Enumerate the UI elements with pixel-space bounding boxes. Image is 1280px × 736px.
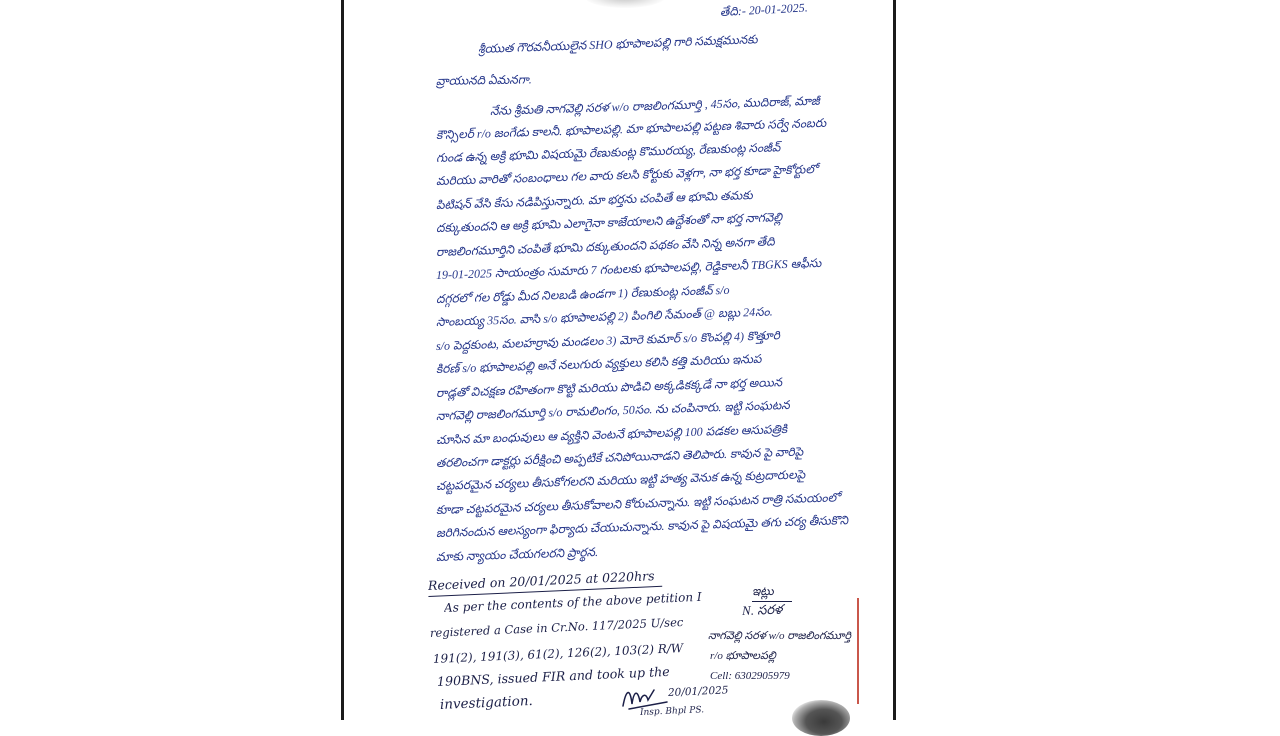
officer-signature-date: 20/01/2025: [667, 684, 729, 699]
body-line: రాడ్లతో విచక్షణ రహితంగా కొట్టి మరియు పొడిచి అక్కడికక్కడే నా భర్త అయిన: [435, 374, 783, 400]
salutation-line: వ్రాయునది ఏమనగా.: [435, 72, 532, 88]
body-line: కిరణ్ s/o భూపాలపల్లి అనే నలుగురు వ్యక్తులు కలిసి కత్తి మరియు ఇనుప: [435, 351, 762, 377]
body-line: చూసిన మా బంధువులు ఆ వ్యక్తిని వెంటనే భూపాలపల్లి 100 పడకల ఆసుపత్రికి: [435, 421, 788, 447]
endorsement-line: 191(2), 191(3), 61(2), 126(2), 103(2) R/W: [432, 641, 684, 666]
endorsement-line: investigation.: [439, 692, 534, 713]
body-line: దగ్గరలో గల రోడ్డు మీద నిలబడి ఉండగా 1) రేణుకుంట్ల సంజీవ్ s/o: [435, 282, 730, 306]
body-line: నాగవెల్లి రాజలింగమూర్తి s/o రామలింగం, 50సం. ను చంపినారు. ఇట్టి సంఘటన: [435, 397, 790, 423]
endorsement-line: As per the contents of the above petition I: [443, 589, 702, 615]
body-line: పిటిషన్ వేసి కేసు నడిపిస్తున్నారు. మా భర్తను చంపితే ఆ భూమి తమకు: [435, 187, 753, 212]
finger-shadow: [792, 700, 850, 736]
received-note: Received on 20/01/2025 at 0220hrs: [428, 566, 663, 597]
endorsement-line: registered a Case in Cr.No. 117/2025 U/sec: [429, 614, 684, 640]
body-line: మాకు న్యాయం చేయగలరని ప్రార్థన.: [435, 544, 599, 564]
complainant-residence: r/o భూపాలపల్లి: [710, 650, 776, 662]
officer-designation: Insp. Bhpl PS.: [639, 705, 705, 718]
body-line: మరియు వారితో సంబంధాలు గల వారు కలసి కోర్టుకు వెళ్లగా, నా భర్త కూడా హైకోర్టులో: [435, 162, 818, 189]
complainant-signature: N. సరళ: [741, 601, 783, 618]
endorsement-line: 190BNS, issued FIR and took up the: [436, 663, 671, 689]
body-line: తరలించగా డాక్టర్లు పరీక్షించి అప్పటికే చనిపోయినాడని తెలిపారు. కావున పై వారిపై: [435, 444, 804, 470]
body-line: కౌన్సిలర్ r/o జంగేడు కాలనీ. భూపాలపల్లి. మా భూపాలపల్లి పట్టణ శివారు సర్వే నంబరు: [435, 115, 827, 142]
margin-red-line: [857, 598, 859, 704]
body-line: సాంబయ్య 35సం. వాసి s/o భూపాలపల్లి 2) పింగిలి సేమంత్ @ బబ్లు 24సం.: [435, 304, 773, 330]
complainant-phone: Cell: 6302905979: [710, 670, 790, 682]
body-line: 19-01-2025 సాయంత్రం సుమారు 7 గంటలకు భూపాలపల్లి, రెడ్డికాలనీ TBGKS ఆఫీసు: [435, 256, 822, 283]
closing-word: ఇట్లు: [752, 582, 792, 602]
complainant-name: నాగవెల్లి సరళ w/o రాజలింగమూర్తి: [708, 630, 852, 642]
body-line: చట్టపరమైన చర్యలు తీసుకోగలరని మరియు ఇట్టి హత్య వెనుక ఉన్న కుట్రదారులపై: [435, 467, 806, 494]
body-line: s/o పెద్దకుంట, మలహర్రావు మండలం 3) మోరె కుమార్ s/o కొంపల్లి 4) కొత్తూరి: [435, 327, 781, 353]
body-line: కూడా చట్టపరమైన చర్యలు తీసుకోవాలని కోరుచున్నాను. ఇట్టి సంఘటన రాత్రి సమయంలో: [435, 490, 841, 517]
body-line: రాజలింగమూర్తిని చంపితే భూమి దక్కుతుందని పథకం వేసి నిన్న అనగా తేది: [435, 234, 775, 259]
body-line: నేను శ్రీమతి నాగవెల్లి సరళ w/o రాజలింగమూర్తి , 45సం, ముదిరాజ్, మాజీ: [489, 93, 820, 118]
body-line: గుండ ఉన్న అక్రి భూమి విషయమై రేణుకుంట్ల కొమురయ్య, రేణుకుంట్ల సంజీవ్: [435, 140, 781, 165]
body-line: దక్కుతుందని ఆ అక్రి భూమి ఎలాగైనా కాజేయాలని ఉద్దేశంతో నా భర్త నాగవెల్లి: [435, 210, 783, 236]
document-date: తేది:- 20-01-2025.: [719, 0, 809, 19]
addressee-line: శ్రీయుత గౌరవనీయులైన SHO భూపాలపల్లి గారి సమక్షమునకు: [477, 32, 758, 56]
body-line: జరిగినందున ఆలస్యంగా ఫిర్యాదు చేయుచున్నాను. కావున పై విషయమై తగు చర్య తీసుకొని: [435, 513, 849, 541]
